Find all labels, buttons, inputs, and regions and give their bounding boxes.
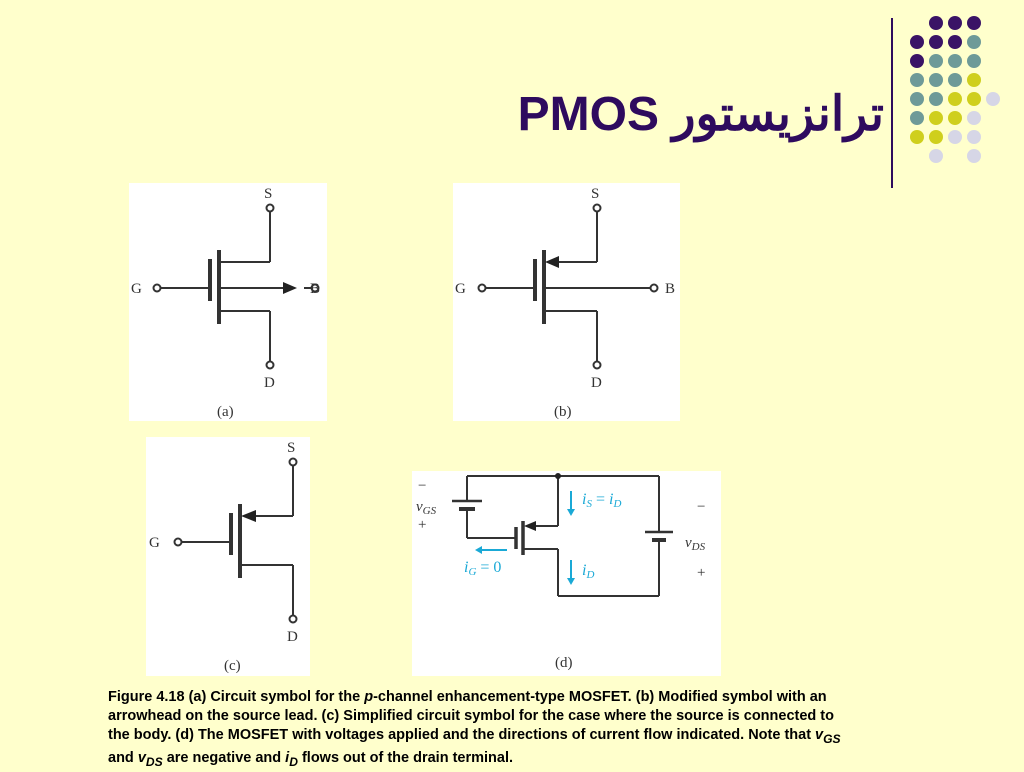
decorative-dot	[948, 130, 962, 144]
title-latin: PMOS	[517, 88, 659, 141]
caption-italic-p: p	[364, 689, 374, 705]
slide-title	[518, 86, 884, 142]
ig-arrow-icon	[475, 546, 482, 554]
decorative-dot	[929, 111, 943, 125]
figure-c-symbol	[146, 437, 310, 676]
is-arrow-icon	[567, 509, 575, 516]
caption-vds-sub: DS	[145, 754, 163, 769]
label-s: S	[287, 440, 296, 456]
source-arrowhead	[524, 521, 536, 531]
label-g: G	[455, 281, 466, 297]
vgs-plus: +	[418, 517, 427, 533]
label-b: B	[309, 281, 321, 297]
source-terminal	[267, 205, 274, 212]
arrowhead	[545, 256, 559, 268]
decorative-dot	[910, 130, 924, 144]
figure-caption	[108, 688, 848, 772]
decorative-dot	[967, 16, 981, 30]
vgs-minus: −	[418, 478, 427, 494]
label-s: S	[591, 186, 600, 202]
caption-b: (b)	[554, 404, 572, 420]
decorative-dot	[967, 73, 981, 87]
decorative-dot	[910, 73, 924, 87]
caption-part: and	[108, 749, 138, 766]
label-g: G	[131, 281, 142, 297]
gate-terminal	[175, 539, 182, 546]
title-divider	[891, 18, 893, 188]
label-d: D	[591, 375, 602, 391]
caption-vgs: v	[815, 727, 824, 743]
figure-c	[146, 437, 310, 676]
decorative-dot	[929, 92, 943, 106]
decorative-dot	[948, 35, 962, 49]
id-label: iD	[582, 562, 595, 581]
decorative-dot	[948, 73, 962, 87]
caption-vds: v	[137, 749, 146, 766]
figure-a-symbol	[129, 183, 327, 421]
decorative-dot	[948, 16, 962, 30]
is-eq-label: iS = iD	[582, 491, 622, 510]
decorative-dot	[967, 92, 981, 106]
decorative-dot	[967, 149, 981, 163]
decorative-dot	[929, 35, 943, 49]
gate-terminal	[479, 285, 486, 292]
vgs-label: $v_{GS}$	[416, 499, 437, 517]
arrowhead	[283, 282, 297, 294]
id-arrow-icon	[567, 578, 575, 585]
drain-terminal	[594, 362, 601, 369]
caption-vgs-sub: GS	[823, 731, 841, 746]
caption-part: flows out of the drain terminal.	[297, 749, 514, 766]
decorative-dot	[948, 92, 962, 106]
decorative-dot	[929, 16, 943, 30]
figure-a	[129, 183, 327, 421]
decorative-dot	[967, 111, 981, 125]
gate-terminal	[154, 285, 161, 292]
arrowhead	[241, 510, 256, 522]
body-terminal	[651, 285, 658, 292]
label-d: D	[264, 375, 275, 391]
caption-id: i	[285, 749, 290, 766]
decorative-dot-grid	[900, 14, 1024, 164]
decorative-dot	[986, 92, 1000, 106]
title-persian: ترانزیستور	[672, 88, 884, 141]
vds-minus: −	[697, 499, 706, 515]
caption-part: -channel enhancement-type MOSFET. (b) Modified symbol with an arrowhead on the source lead. (c) Simplified circuit symbol for the case where the source is connected to the body. (d) The MOSFET with voltages applied and the directions of current flow indicated. Note that	[108, 689, 834, 743]
decorative-dot	[967, 35, 981, 49]
decorative-dot	[910, 111, 924, 125]
source-terminal	[290, 459, 297, 466]
decorative-dot	[910, 35, 924, 49]
decorative-dot	[967, 130, 981, 144]
decorative-dot	[929, 130, 943, 144]
vds-label: $v_{DS}$	[685, 535, 706, 553]
decorative-dot	[929, 54, 943, 68]
source-terminal	[594, 205, 601, 212]
caption-c: (c)	[224, 658, 241, 674]
label-g: G	[149, 535, 160, 551]
caption-a: (a)	[217, 404, 234, 420]
label-s: S	[264, 186, 273, 202]
drain-terminal	[290, 616, 297, 623]
caption-id-sub: D	[289, 754, 298, 769]
caption-part: Figure 4.18 (a) Circuit symbol for the	[108, 689, 365, 705]
drain-terminal	[267, 362, 274, 369]
decorative-dot	[929, 73, 943, 87]
figure-d	[412, 471, 721, 676]
figure-d-circuit	[412, 471, 721, 676]
vds-plus: +	[697, 565, 706, 581]
caption-d: (d)	[555, 655, 573, 671]
ig-eq-label: iG = 0	[464, 559, 502, 578]
decorative-dot	[948, 111, 962, 125]
junction-dot	[555, 473, 561, 479]
decorative-dot	[929, 149, 943, 163]
figure-b-symbol	[453, 183, 680, 421]
caption-part: are negative and	[162, 749, 286, 766]
figure-b	[453, 183, 680, 421]
decorative-dot	[910, 54, 924, 68]
label-d: D	[287, 629, 298, 645]
label-b: B	[665, 281, 676, 297]
decorative-dot	[967, 54, 981, 68]
decorative-dot	[948, 54, 962, 68]
decorative-dot	[910, 92, 924, 106]
